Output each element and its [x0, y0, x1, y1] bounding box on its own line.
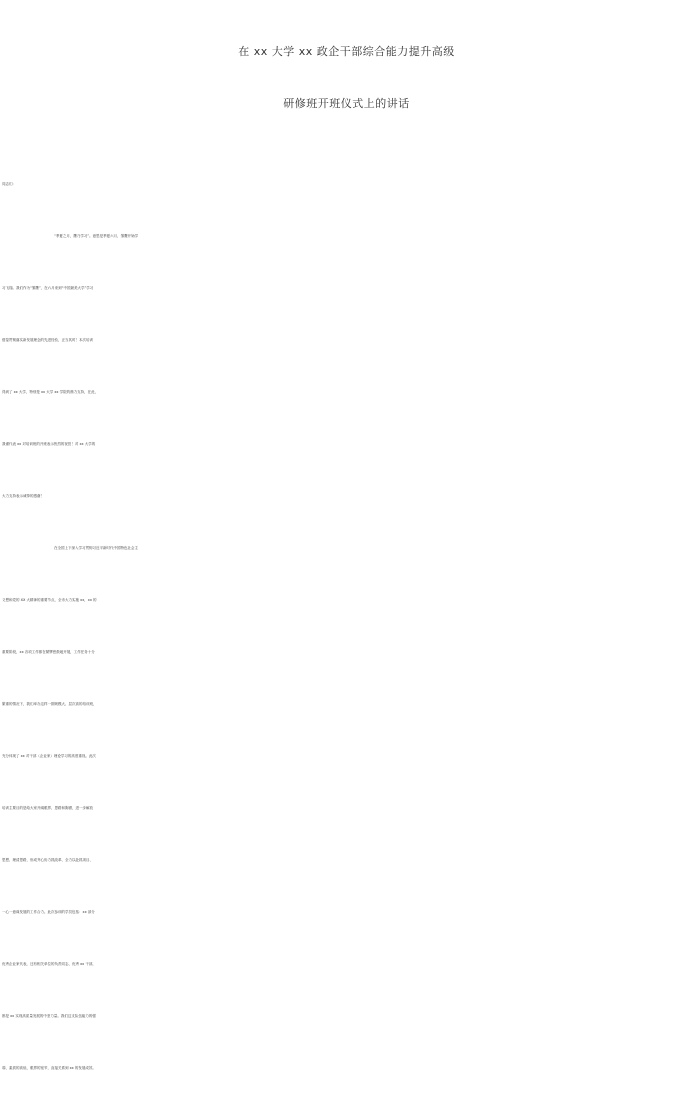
paragraph-1-line-3: 借鉴贯彻落实新发展理念的先进经验，正当其时！本次培训: [2, 338, 93, 342]
salutation: 同志们：: [2, 182, 16, 186]
paragraph-1-line-6: 大力支持表示诚挚的感谢！: [2, 494, 44, 498]
paragraph-2-line-6: 培训主要目的是给大家开阔眼界、思路和胸襟，进一步解放: [2, 806, 93, 810]
paragraph-2-line-10: 都是 xx 实现高质量发展的中坚力量。我们这支队伍能力的强: [2, 1014, 96, 1018]
paragraph-2-line-7: 思想、理清思路，形成齐心协力抓改革、全力以赴抓项目、: [2, 858, 93, 862]
paragraph-1-line-1: “季夏之月，鹰乃学习”。意思是季夏六月，雏鹰开始学: [54, 234, 139, 238]
paragraph-1-line-4: 得到了 xx 大学，特别是 xx 大学 xx 学院的鼎力支持，在此，: [2, 390, 99, 394]
paragraph-2-line-1: 在全国上下深入学习贯彻习近平新时代中国特色社会主: [54, 546, 138, 550]
title-line-2: 研修班开班仪式上的讲话: [283, 97, 410, 110]
paragraph-1-line-5: 我谨代表 xx 对培训班的开班表示热烈的祝贺！对 xx 大学的: [2, 442, 96, 446]
paragraph-1-line-2: 习飞翔。我们作为“雏鹰”，在六月来到“中国最美大学”学习: [2, 286, 94, 290]
paragraph-2-line-3: 重要阶段，xx 各项工作都在紧锣密鼓地开展，工作任务十分: [2, 650, 95, 654]
paragraph-2-line-4: 繁重的情况下，我们举办这样一期规模大、层次高的培训班，: [2, 702, 97, 706]
paragraph-2-line-9: 优秀企业家代表，还有相关单位的负责同志、优秀 xx 干部，: [2, 962, 96, 966]
speech-title: [0, 0, 693, 130]
paragraph-2-line-2: 义想和党的 XX 大精神的重要节点，全市大力实施 xx，xx 的: [2, 598, 97, 602]
paragraph-2-line-11: 弱、素质的高低、眼界的宽窄，直接关系到 xx 的发展成效。: [2, 1066, 96, 1070]
title-line-1: 在 xx 大学 xx 政企干部综合能力提升高级: [238, 45, 455, 58]
speech-body: [0, 158, 693, 1094]
paragraph-2-line-5: 充分体现了 xx 对干部（企业家）理论学习的高度重视。此次: [2, 754, 96, 758]
paragraph-2-line-8: 一心一意谋发展的工作合力。此次参训的学员包括：xx 部分: [2, 910, 95, 914]
